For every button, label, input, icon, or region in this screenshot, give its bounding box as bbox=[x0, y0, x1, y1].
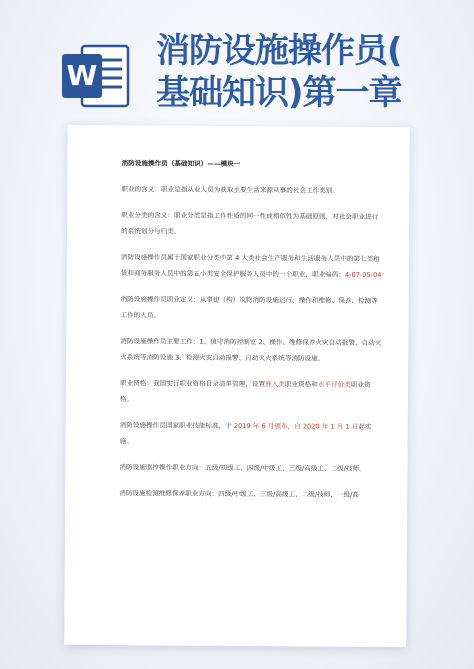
document-paragraph bbox=[121, 181, 383, 199]
paragraph-text: 消防设施监控操作职业方向：五级/初级工、四级/中级工、三级/高级工、二级/技师。 bbox=[119, 463, 366, 473]
highlighted-text: 水平评价类 bbox=[317, 380, 351, 389]
document-heading: 消防设施操作员（基础知识）——模块一 bbox=[121, 159, 241, 169]
paragraph-text: 职业资格和 bbox=[284, 380, 318, 389]
paragraph-text: 起实施。 bbox=[119, 422, 372, 446]
page-title bbox=[156, 30, 456, 114]
paragraph-text: 消防设施检测维修保养职业方向：四级/中级工、三级/高级工、二级/技师、一级/高 bbox=[119, 489, 359, 499]
paragraph-text: 消防设施操作员国家职业技能标准，于 bbox=[119, 421, 234, 430]
paragraph-text: 消防设施操作员主要工作：1、值守消防控制室 2、操作、维修保养火灾自动报警、自动灭火系统等消防设施 3、检测火灾自动报警、自动灭火系统等消防设施。 bbox=[120, 337, 382, 363]
document-paragraphs bbox=[119, 181, 383, 503]
document-body bbox=[119, 155, 383, 513]
document-paragraph bbox=[120, 291, 382, 325]
document-paragraph bbox=[119, 459, 381, 477]
paragraph-text: 职业分类的含义：职业分类是指工作性质的同一性或相似性为基础原则，对社会职业进行的系统划分与归类。 bbox=[121, 211, 379, 236]
document-paragraph bbox=[121, 207, 383, 241]
word-logo-letter: W bbox=[66, 59, 98, 92]
document-paragraph bbox=[120, 333, 382, 367]
highlighted-text: 准入类 bbox=[265, 380, 285, 389]
document-paragraph bbox=[119, 485, 381, 503]
document-paragraph bbox=[121, 249, 383, 283]
highlighted-text: 2019 年 6 月颁布，自 2020 年 1 月 1 日 bbox=[233, 421, 359, 431]
paragraph-text: 消防设施操作员属于国家职业分类中第 4 大类社会生产服务和生活服务人员中的第七类租赁和商务服务人员中的第五小类安全保护服务人员中的一个职业，职业编码： bbox=[120, 253, 380, 279]
highlighted-text: 4-07-05-04 bbox=[344, 270, 382, 280]
document-paragraph bbox=[120, 417, 382, 451]
paragraph-text: 消防设施操作员职业定义：从事建（构）筑物消防设施运行、操作和维修、保养、检测等工作的人员。 bbox=[120, 295, 378, 320]
document-paragraph bbox=[120, 375, 382, 409]
title-line-2: 基础知识)第一章 bbox=[156, 73, 402, 113]
title-line-1: 消防设施操作员( bbox=[156, 31, 402, 71]
paragraph-text: 职业资格。 bbox=[119, 380, 371, 404]
paragraph-text: 职业的含义：职业是指从业人员为获取主要生活来源从事的社会工作类别。 bbox=[121, 185, 339, 195]
paragraph-text: 职业资格：我国实行职业资格目录清单管理，设置 bbox=[119, 379, 266, 389]
document-page bbox=[64, 125, 410, 647]
word-icon bbox=[60, 40, 132, 112]
